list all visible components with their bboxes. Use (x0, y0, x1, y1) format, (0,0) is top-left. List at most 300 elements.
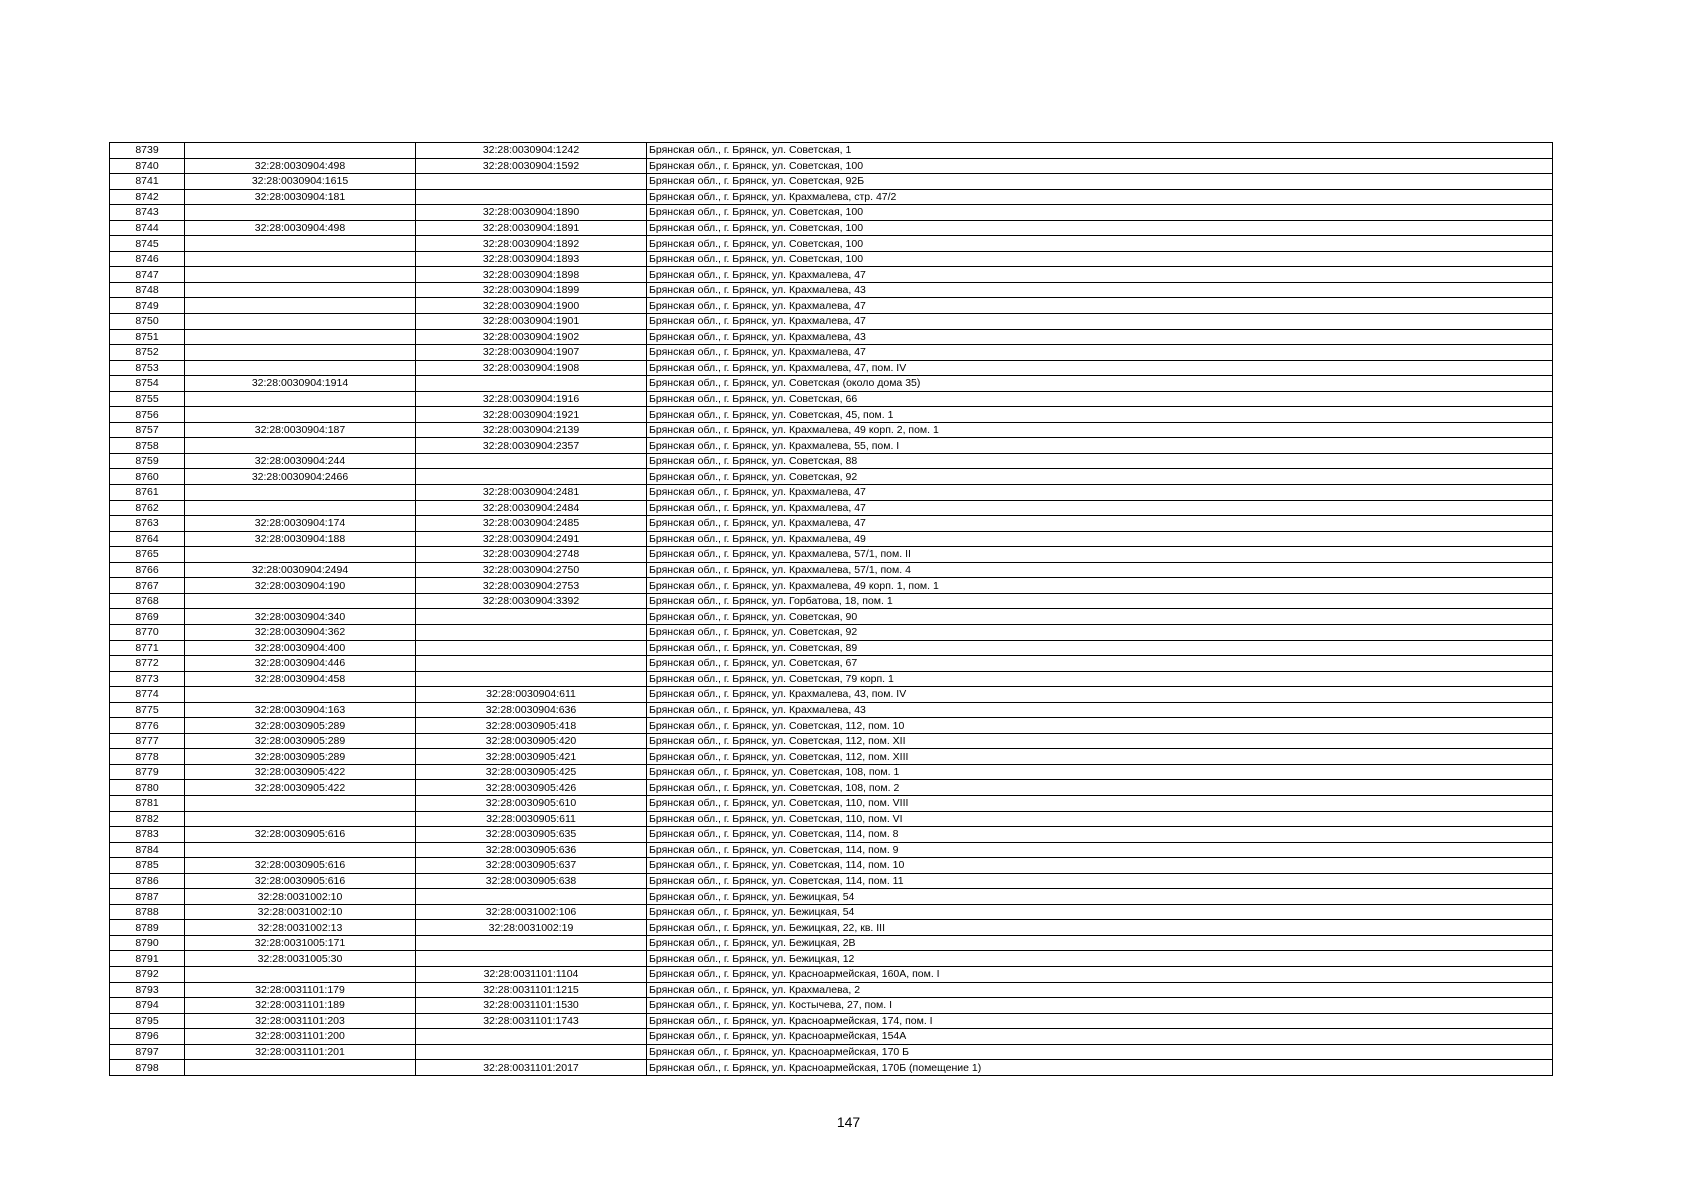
premises-cadastral-number-cell: 32:28:0031101:2017 (416, 1060, 647, 1076)
cadastral-number-cell (185, 500, 416, 516)
address-cell: Брянская обл., г. Брянск, ул. Крахмалева, 49 корп. 1, пом. 1 (647, 578, 1553, 594)
address-cell: Брянская обл., г. Брянск, ул. Крахмалева, 2 (647, 982, 1553, 998)
address-cell: Брянская обл., г. Брянск, ул. Крахмалева, 55, пом. I (647, 438, 1553, 454)
table-body (110, 143, 1553, 1076)
table-row (110, 702, 1553, 718)
address-cell: Брянская обл., г. Брянск, ул. Крахмалева, 57/1, пом. II (647, 547, 1553, 563)
cadastral-number-cell (185, 314, 416, 330)
premises-cadastral-number-cell (416, 1044, 647, 1060)
cadastral-number-cell (185, 438, 416, 454)
cadastral-number-cell: 32:28:0030905:422 (185, 780, 416, 796)
cadastral-number-cell: 32:28:0031002:13 (185, 920, 416, 936)
address-cell: Брянская обл., г. Брянск, ул. Бежицкая, 12 (647, 951, 1553, 967)
address-cell: Брянская обл., г. Брянск, ул. Красноармейская, 160А, пом. I (647, 966, 1553, 982)
row-number-cell: 8747 (110, 267, 185, 283)
row-number-cell: 8741 (110, 174, 185, 190)
cadastral-number-cell: 32:28:0030904:188 (185, 531, 416, 547)
cadastral-number-cell: 32:28:0030904:187 (185, 422, 416, 438)
row-number-cell: 8765 (110, 547, 185, 563)
table-row (110, 391, 1553, 407)
table-row (110, 376, 1553, 392)
cadastral-number-cell: 32:28:0030904:163 (185, 702, 416, 718)
premises-cadastral-number-cell (416, 1029, 647, 1045)
table-row (110, 158, 1553, 174)
row-number-cell: 8768 (110, 593, 185, 609)
row-number-cell: 8748 (110, 282, 185, 298)
row-number-cell: 8746 (110, 251, 185, 267)
address-cell: Брянская обл., г. Брянск, ул. Советская, 1 (647, 143, 1553, 159)
premises-cadastral-number-cell: 32:28:0030905:421 (416, 749, 647, 765)
premises-cadastral-number-cell: 32:28:0030904:1899 (416, 282, 647, 298)
cadastral-number-cell: 32:28:0030905:616 (185, 827, 416, 843)
table-row (110, 687, 1553, 703)
premises-cadastral-number-cell: 32:28:0030905:418 (416, 718, 647, 734)
address-cell: Брянская обл., г. Брянск, ул. Советская, 112, пом. XII (647, 733, 1553, 749)
address-cell: Брянская обл., г. Брянск, ул. Крахмалева, 43 (647, 702, 1553, 718)
address-cell: Брянская обл., г. Брянск, ул. Крахмалева, 47 (647, 516, 1553, 532)
premises-cadastral-number-cell (416, 376, 647, 392)
table-row (110, 609, 1553, 625)
table-row (110, 329, 1553, 345)
cadastral-number-cell (185, 1060, 416, 1076)
table-row (110, 547, 1553, 563)
address-cell: Брянская обл., г. Брянск, ул. Советская, 112, пом. XIII (647, 749, 1553, 765)
table-row (110, 982, 1553, 998)
row-number-cell: 8778 (110, 749, 185, 765)
cadastral-number-cell: 32:28:0030904:498 (185, 158, 416, 174)
cadastral-number-cell: 32:28:0030905:289 (185, 718, 416, 734)
row-number-cell: 8762 (110, 500, 185, 516)
premises-cadastral-number-cell: 32:28:0031002:19 (416, 920, 647, 936)
address-cell: Брянская обл., г. Брянск, ул. Советская, 92Б (647, 174, 1553, 190)
row-number-cell: 8776 (110, 718, 185, 734)
address-cell: Брянская обл., г. Брянск, ул. Крахмалева, 47 (647, 485, 1553, 501)
cadastral-number-cell (185, 547, 416, 563)
premises-cadastral-number-cell: 32:28:0030904:2748 (416, 547, 647, 563)
premises-cadastral-number-cell (416, 889, 647, 905)
address-cell: Брянская обл., г. Брянск, ул. Красноармейская, 170 Б (647, 1044, 1553, 1060)
cadastral-number-cell: 32:28:0030904:498 (185, 220, 416, 236)
address-cell: Брянская обл., г. Брянск, ул. Советская, 92 (647, 624, 1553, 640)
cadastral-number-cell: 32:28:0031101:201 (185, 1044, 416, 1060)
table-row (110, 827, 1553, 843)
table-row (110, 842, 1553, 858)
table-row (110, 1060, 1553, 1076)
table-row (110, 453, 1553, 469)
premises-cadastral-number-cell: 32:28:0030904:1890 (416, 205, 647, 221)
cadastral-number-cell: 32:28:0030904:244 (185, 453, 416, 469)
row-number-cell: 8752 (110, 345, 185, 361)
row-number-cell: 8753 (110, 360, 185, 376)
premises-cadastral-number-cell (416, 671, 647, 687)
cadastral-number-cell (185, 143, 416, 159)
premises-cadastral-number-cell: 32:28:0030904:1892 (416, 236, 647, 252)
row-number-cell: 8792 (110, 966, 185, 982)
premises-cadastral-number-cell: 32:28:0030905:610 (416, 795, 647, 811)
cadastral-number-cell: 32:28:0031002:10 (185, 904, 416, 920)
cadastral-number-cell: 32:28:0030904:1615 (185, 174, 416, 190)
table-row (110, 951, 1553, 967)
table-row (110, 469, 1553, 485)
table-row (110, 500, 1553, 516)
table-row (110, 811, 1553, 827)
cadastral-number-cell: 32:28:0030904:174 (185, 516, 416, 532)
cadastral-number-cell: 32:28:0030905:289 (185, 733, 416, 749)
row-number-cell: 8797 (110, 1044, 185, 1060)
table-row (110, 236, 1553, 252)
cadastral-number-cell (185, 485, 416, 501)
premises-cadastral-number-cell: 32:28:0030904:1893 (416, 251, 647, 267)
row-number-cell: 8769 (110, 609, 185, 625)
row-number-cell: 8785 (110, 858, 185, 874)
cadastral-number-cell: 32:28:0030904:340 (185, 609, 416, 625)
table-row (110, 314, 1553, 330)
premises-cadastral-number-cell (416, 656, 647, 672)
row-number-cell: 8770 (110, 624, 185, 640)
table-row (110, 562, 1553, 578)
row-number-cell: 8794 (110, 998, 185, 1014)
row-number-cell: 8749 (110, 298, 185, 314)
cadastral-number-cell (185, 391, 416, 407)
table-row (110, 920, 1553, 936)
table-row (110, 251, 1553, 267)
address-cell: Брянская обл., г. Брянск, ул. Бежицкая, 54 (647, 889, 1553, 905)
premises-cadastral-number-cell: 32:28:0030904:1900 (416, 298, 647, 314)
cadastral-number-cell: 32:28:0031101:200 (185, 1029, 416, 1045)
cadastral-number-cell (185, 360, 416, 376)
premises-cadastral-number-cell: 32:28:0030905:638 (416, 873, 647, 889)
table-row (110, 407, 1553, 423)
premises-cadastral-number-cell: 32:28:0030904:3392 (416, 593, 647, 609)
table-row (110, 656, 1553, 672)
row-number-cell: 8798 (110, 1060, 185, 1076)
cadastral-number-cell (185, 687, 416, 703)
table-row (110, 174, 1553, 190)
row-number-cell: 8772 (110, 656, 185, 672)
address-cell: Брянская обл., г. Брянск, ул. Советская, 88 (647, 453, 1553, 469)
premises-cadastral-number-cell (416, 174, 647, 190)
cadastral-table (109, 142, 1553, 1076)
cadastral-number-cell: 32:28:0030904:458 (185, 671, 416, 687)
cadastral-number-cell (185, 251, 416, 267)
table-row (110, 531, 1553, 547)
premises-cadastral-number-cell: 32:28:0030905:611 (416, 811, 647, 827)
row-number-cell: 8780 (110, 780, 185, 796)
address-cell: Брянская обл., г. Брянск, ул. Советская, 114, пом. 10 (647, 858, 1553, 874)
row-number-cell: 8788 (110, 904, 185, 920)
address-cell: Брянская обл., г. Брянск, ул. Бежицкая, 54 (647, 904, 1553, 920)
table-row (110, 764, 1553, 780)
row-number-cell: 8782 (110, 811, 185, 827)
address-cell: Брянская обл., г. Брянск, ул. Советская, 108, пом. 1 (647, 764, 1553, 780)
table-row (110, 205, 1553, 221)
premises-cadastral-number-cell: 32:28:0030904:1592 (416, 158, 647, 174)
cadastral-number-cell (185, 329, 416, 345)
row-number-cell: 8779 (110, 764, 185, 780)
premises-cadastral-number-cell: 32:28:0030904:1242 (416, 143, 647, 159)
row-number-cell: 8743 (110, 205, 185, 221)
cadastral-number-cell (185, 345, 416, 361)
premises-cadastral-number-cell: 32:28:0030905:425 (416, 764, 647, 780)
premises-cadastral-number-cell: 32:28:0031002:106 (416, 904, 647, 920)
cadastral-number-cell: 32:28:0030904:181 (185, 189, 416, 205)
row-number-cell: 8757 (110, 422, 185, 438)
premises-cadastral-number-cell: 32:28:0030904:2491 (416, 531, 647, 547)
premises-cadastral-number-cell: 32:28:0030904:1916 (416, 391, 647, 407)
premises-cadastral-number-cell: 32:28:0030905:635 (416, 827, 647, 843)
page-number: 147 (836, 1114, 861, 1130)
premises-cadastral-number-cell: 32:28:0030904:2484 (416, 500, 647, 516)
address-cell: Брянская обл., г. Брянск, ул. Крахмалева, 49 корп. 2, пом. 1 (647, 422, 1553, 438)
address-cell: Брянская обл., г. Брянск, ул. Крахмалева, 43, пом. IV (647, 687, 1553, 703)
cadastral-number-cell (185, 795, 416, 811)
address-cell: Брянская обл., г. Брянск, ул. Крахмалева, 47 (647, 345, 1553, 361)
table-row (110, 889, 1553, 905)
address-cell: Брянская обл., г. Брянск, ул. Советская, 66 (647, 391, 1553, 407)
row-number-cell: 8771 (110, 640, 185, 656)
address-cell: Брянская обл., г. Брянск, ул. Советская, 90 (647, 609, 1553, 625)
address-cell: Брянская обл., г. Брянск, ул. Крахмалева, 43 (647, 282, 1553, 298)
table-row (110, 345, 1553, 361)
premises-cadastral-number-cell (416, 640, 647, 656)
row-number-cell: 8766 (110, 562, 185, 578)
address-cell: Брянская обл., г. Брянск, ул. Советская (около дома 35) (647, 376, 1553, 392)
address-cell: Брянская обл., г. Брянск, ул. Советская, 100 (647, 205, 1553, 221)
address-cell: Брянская обл., г. Брянск, ул. Красноармейская, 154А (647, 1029, 1553, 1045)
table-row (110, 733, 1553, 749)
row-number-cell: 8756 (110, 407, 185, 423)
row-number-cell: 8758 (110, 438, 185, 454)
cadastral-number-cell: 32:28:0030904:2466 (185, 469, 416, 485)
premises-cadastral-number-cell: 32:28:0030904:2753 (416, 578, 647, 594)
table-row (110, 904, 1553, 920)
address-cell: Брянская обл., г. Брянск, ул. Советская, 67 (647, 656, 1553, 672)
row-number-cell: 8755 (110, 391, 185, 407)
cadastral-number-cell: 32:28:0031101:179 (185, 982, 416, 998)
table-row (110, 873, 1553, 889)
table-row (110, 780, 1553, 796)
premises-cadastral-number-cell: 32:28:0030904:2139 (416, 422, 647, 438)
address-cell: Брянская обл., г. Брянск, ул. Крахмалева, 47, пом. IV (647, 360, 1553, 376)
address-cell: Брянская обл., г. Брянск, ул. Советская, 114, пом. 9 (647, 842, 1553, 858)
cadastral-number-cell (185, 205, 416, 221)
address-cell: Брянская обл., г. Брянск, ул. Крахмалева, 49 (647, 531, 1553, 547)
address-cell: Брянская обл., г. Брянск, ул. Советская, 110, пом. VI (647, 811, 1553, 827)
table-row (110, 1013, 1553, 1029)
row-number-cell: 8761 (110, 485, 185, 501)
table-row (110, 1044, 1553, 1060)
row-number-cell: 8759 (110, 453, 185, 469)
cadastral-number-cell (185, 267, 416, 283)
premises-cadastral-number-cell: 32:28:0030904:1898 (416, 267, 647, 283)
cadastral-number-cell: 32:28:0031005:30 (185, 951, 416, 967)
premises-cadastral-number-cell (416, 935, 647, 951)
row-number-cell: 8773 (110, 671, 185, 687)
table-row (110, 143, 1553, 159)
premises-cadastral-number-cell: 32:28:0031101:1104 (416, 966, 647, 982)
premises-cadastral-number-cell: 32:28:0030904:636 (416, 702, 647, 718)
cadastral-number-cell (185, 236, 416, 252)
row-number-cell: 8777 (110, 733, 185, 749)
address-cell: Брянская обл., г. Брянск, ул. Советская, 45, пом. 1 (647, 407, 1553, 423)
address-cell: Брянская обл., г. Брянск, ул. Крахмалева, 47 (647, 314, 1553, 330)
address-cell: Брянская обл., г. Брянск, ул. Крахмалева, 47 (647, 500, 1553, 516)
table-row (110, 189, 1553, 205)
address-cell: Брянская обл., г. Брянск, ул. Горбатова, 18, пом. 1 (647, 593, 1553, 609)
premises-cadastral-number-cell: 32:28:0030904:611 (416, 687, 647, 703)
premises-cadastral-number-cell: 32:28:0030905:426 (416, 780, 647, 796)
cadastral-number-cell: 32:28:0030905:422 (185, 764, 416, 780)
row-number-cell: 8750 (110, 314, 185, 330)
table-row (110, 220, 1553, 236)
cadastral-number-cell: 32:28:0031101:189 (185, 998, 416, 1014)
cadastral-number-cell: 32:28:0030905:616 (185, 858, 416, 874)
row-number-cell: 8786 (110, 873, 185, 889)
address-cell: Брянская обл., г. Брянск, ул. Костычева, 27, пом. I (647, 998, 1553, 1014)
cadastral-number-cell: 32:28:0031101:203 (185, 1013, 416, 1029)
row-number-cell: 8790 (110, 935, 185, 951)
table-row (110, 593, 1553, 609)
premises-cadastral-number-cell: 32:28:0030905:637 (416, 858, 647, 874)
address-cell: Брянская обл., г. Брянск, ул. Советская, 114, пом. 11 (647, 873, 1553, 889)
table-row (110, 438, 1553, 454)
row-number-cell: 8781 (110, 795, 185, 811)
table-row (110, 966, 1553, 982)
row-number-cell: 8739 (110, 143, 185, 159)
row-number-cell: 8796 (110, 1029, 185, 1045)
premises-cadastral-number-cell: 32:28:0030904:1921 (416, 407, 647, 423)
table-row (110, 360, 1553, 376)
table-row (110, 516, 1553, 532)
cadastral-number-cell (185, 407, 416, 423)
premises-cadastral-number-cell: 32:28:0030904:1901 (416, 314, 647, 330)
row-number-cell: 8745 (110, 236, 185, 252)
row-number-cell: 8789 (110, 920, 185, 936)
address-cell: Брянская обл., г. Брянск, ул. Советская, 100 (647, 251, 1553, 267)
table-row (110, 624, 1553, 640)
table-row (110, 749, 1553, 765)
premises-cadastral-number-cell: 32:28:0030904:2485 (416, 516, 647, 532)
table-row (110, 1029, 1553, 1045)
cadastral-number-cell (185, 298, 416, 314)
row-number-cell: 8763 (110, 516, 185, 532)
premises-cadastral-number-cell: 32:28:0031101:1215 (416, 982, 647, 998)
cadastral-number-cell: 32:28:0030904:400 (185, 640, 416, 656)
premises-cadastral-number-cell: 32:28:0030904:1908 (416, 360, 647, 376)
cadastral-number-cell: 32:28:0031005:171 (185, 935, 416, 951)
table-row (110, 998, 1553, 1014)
premises-cadastral-number-cell: 32:28:0030904:2481 (416, 485, 647, 501)
cadastral-number-cell: 32:28:0030905:289 (185, 749, 416, 765)
address-cell: Брянская обл., г. Брянск, ул. Советская, 100 (647, 220, 1553, 236)
address-cell: Брянская обл., г. Брянск, ул. Советская, 108, пом. 2 (647, 780, 1553, 796)
premises-cadastral-number-cell: 32:28:0031101:1743 (416, 1013, 647, 1029)
row-number-cell: 8775 (110, 702, 185, 718)
cadastral-number-cell: 32:28:0031002:10 (185, 889, 416, 905)
cadastral-number-cell: 32:28:0030905:616 (185, 873, 416, 889)
row-number-cell: 8764 (110, 531, 185, 547)
address-cell: Брянская обл., г. Брянск, ул. Советская, 114, пом. 8 (647, 827, 1553, 843)
premises-cadastral-number-cell: 32:28:0030905:636 (416, 842, 647, 858)
cadastral-number-cell: 32:28:0030904:1914 (185, 376, 416, 392)
premises-cadastral-number-cell: 32:28:0030904:2750 (416, 562, 647, 578)
table-row (110, 298, 1553, 314)
address-cell: Брянская обл., г. Брянск, ул. Советская, 112, пом. 10 (647, 718, 1553, 734)
cadastral-number-cell (185, 811, 416, 827)
address-cell: Брянская обл., г. Брянск, ул. Крахмалева, 47 (647, 267, 1553, 283)
address-cell: Брянская обл., г. Брянск, ул. Крахмалева, 57/1, пом. 4 (647, 562, 1553, 578)
row-number-cell: 8787 (110, 889, 185, 905)
row-number-cell: 8742 (110, 189, 185, 205)
address-cell: Брянская обл., г. Брянск, ул. Советская, 100 (647, 158, 1553, 174)
premises-cadastral-number-cell: 32:28:0031101:1530 (416, 998, 647, 1014)
row-number-cell: 8784 (110, 842, 185, 858)
table-row (110, 267, 1553, 283)
table-row (110, 422, 1553, 438)
premises-cadastral-number-cell: 32:28:0030904:1891 (416, 220, 647, 236)
row-number-cell: 8760 (110, 469, 185, 485)
table-row (110, 935, 1553, 951)
table-row (110, 671, 1553, 687)
premises-cadastral-number-cell: 32:28:0030904:1902 (416, 329, 647, 345)
table-row (110, 718, 1553, 734)
row-number-cell: 8783 (110, 827, 185, 843)
address-cell: Брянская обл., г. Брянск, ул. Советская, 92 (647, 469, 1553, 485)
address-cell: Брянская обл., г. Брянск, ул. Советская, 79 корп. 1 (647, 671, 1553, 687)
table-row (110, 485, 1553, 501)
row-number-cell: 8767 (110, 578, 185, 594)
address-cell: Брянская обл., г. Брянск, ул. Бежицкая, 22, кв. III (647, 920, 1553, 936)
row-number-cell: 8793 (110, 982, 185, 998)
table-row (110, 795, 1553, 811)
premises-cadastral-number-cell: 32:28:0030904:1907 (416, 345, 647, 361)
row-number-cell: 8744 (110, 220, 185, 236)
row-number-cell: 8774 (110, 687, 185, 703)
premises-cadastral-number-cell (416, 609, 647, 625)
address-cell: Брянская обл., г. Брянск, ул. Крахмалева, 47 (647, 298, 1553, 314)
table-row (110, 578, 1553, 594)
address-cell: Брянская обл., г. Брянск, ул. Красноармейская, 174, пом. I (647, 1013, 1553, 1029)
premises-cadastral-number-cell: 32:28:0030905:420 (416, 733, 647, 749)
cadastral-number-cell: 32:28:0030904:362 (185, 624, 416, 640)
table-row (110, 858, 1553, 874)
premises-cadastral-number-cell (416, 624, 647, 640)
address-cell: Брянская обл., г. Брянск, ул. Бежицкая, 2В (647, 935, 1553, 951)
premises-cadastral-number-cell (416, 951, 647, 967)
row-number-cell: 8791 (110, 951, 185, 967)
cadastral-number-cell: 32:28:0030904:446 (185, 656, 416, 672)
address-cell: Брянская обл., г. Брянск, ул. Советская, 89 (647, 640, 1553, 656)
cadastral-number-cell (185, 593, 416, 609)
cadastral-number-cell (185, 282, 416, 298)
cadastral-number-cell (185, 966, 416, 982)
row-number-cell: 8751 (110, 329, 185, 345)
cadastral-number-cell (185, 842, 416, 858)
address-cell: Брянская обл., г. Брянск, ул. Советская, 110, пом. VIII (647, 795, 1553, 811)
row-number-cell: 8795 (110, 1013, 185, 1029)
cadastral-number-cell: 32:28:0030904:190 (185, 578, 416, 594)
premises-cadastral-number-cell: 32:28:0030904:2357 (416, 438, 647, 454)
table-row (110, 282, 1553, 298)
premises-cadastral-number-cell (416, 453, 647, 469)
cadastral-number-cell: 32:28:0030904:2494 (185, 562, 416, 578)
address-cell: Брянская обл., г. Брянск, ул. Советская, 100 (647, 236, 1553, 252)
table-row (110, 640, 1553, 656)
premises-cadastral-number-cell (416, 469, 647, 485)
address-cell: Брянская обл., г. Брянск, ул. Крахмалева, стр. 47/2 (647, 189, 1553, 205)
row-number-cell: 8754 (110, 376, 185, 392)
row-number-cell: 8740 (110, 158, 185, 174)
